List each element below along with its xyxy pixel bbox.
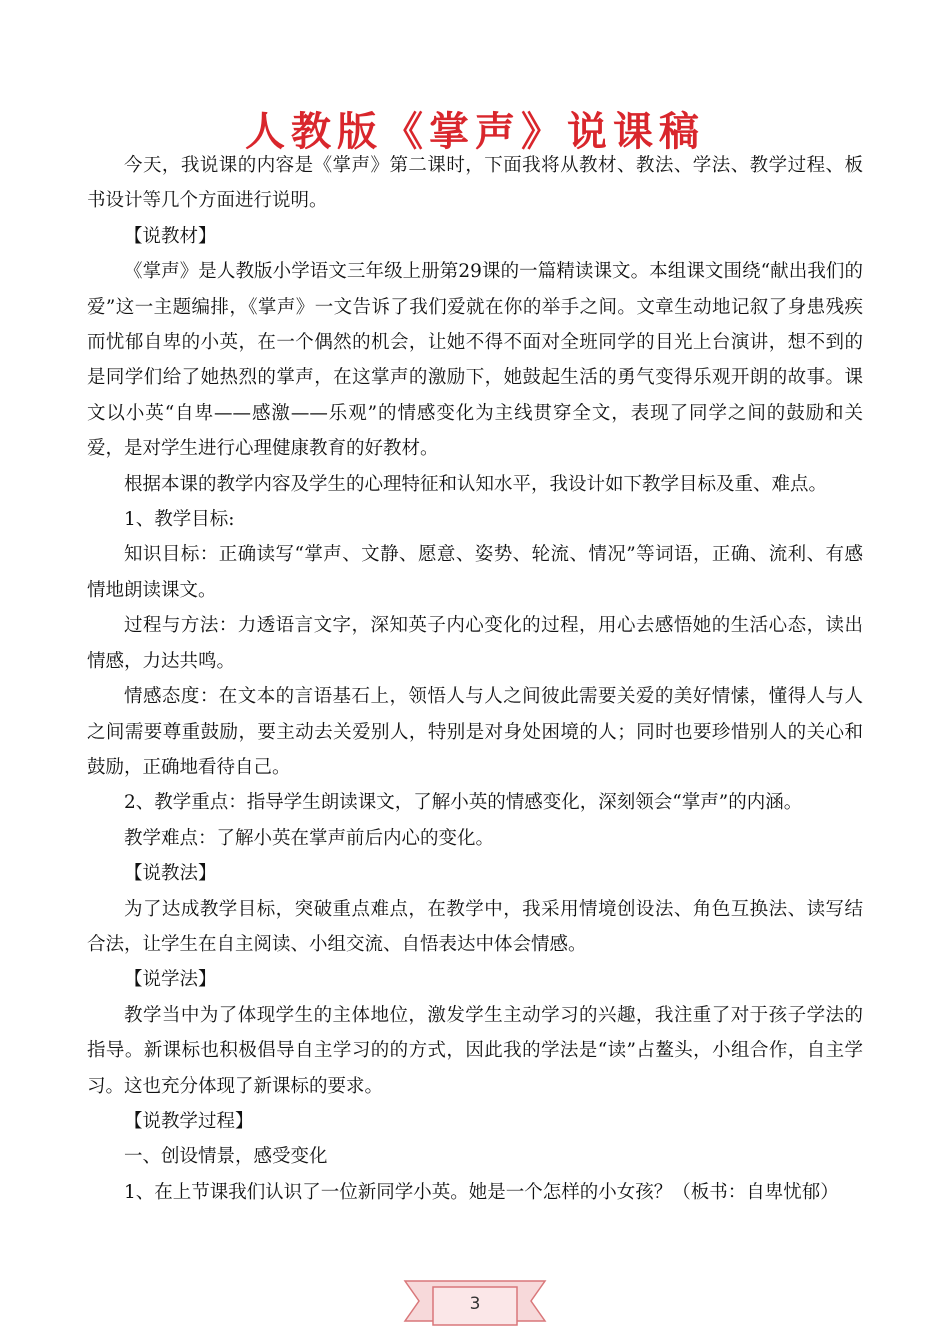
paragraph: 根据本课的教学内容及学生的心理特征和认知水平，我设计如下教学目标及重、难点。 bbox=[124, 473, 828, 495]
paragraph: 为了达成教学目标，突破重点难点，在教学中，我采用情境创设法、角色互换法、读写结合法，让学生在自主阅读、小组交流、自悟表达中体会情感。 bbox=[87, 898, 863, 955]
section-heading: 【说教法】 bbox=[124, 863, 217, 885]
paragraph: 《掌声》是人教版小学语文三年级上册第29课的一篇精读课文。本组课文围绕“献出我们的爱”这一主题编排，《掌声》一文告诉了我们爱就在你的举手之间。文章生动地记叙了身患残疾而忧郁自卑的小英，在一个偶然的机会，让她不得不面对全班同学的目光上台演讲，想不到的是同学们给了她热烈的掌声，在这掌声的激励下，她鼓起生活的勇气变得乐观开朗的故事。课文以小英“自卑——感激——乐观”的情感变化为主线贯穿全文，表现了同学之间的鼓励和关爱，是对学生进行心理健康教育的好教材。 bbox=[87, 261, 863, 460]
paragraph: 今天，我说课的内容是《掌声》第二课时，下面我将从教材、教法、学法、教学过程、板书设计等几个方面进行说明。 bbox=[87, 155, 863, 212]
section-heading: 【说学法】 bbox=[124, 969, 217, 991]
page-footer bbox=[0, 1275, 950, 1335]
document-title: 人教版《掌声》说课稿 bbox=[245, 109, 705, 155]
paragraph: 1、教学目标: bbox=[124, 509, 235, 531]
paragraph: 过程与方法：力透语言文字，深知英子内心变化的过程，用心去感悟她的生活心态，读出情感，力达共鸣。 bbox=[87, 615, 863, 672]
paragraph: 情感态度：在文本的言语基石上，领悟人与人之间彼此需要关爱的美好情愫，懂得人与人之间需要尊重鼓励，要主动去关爱别人，特别是对身处困境的人；同时也要珍惜别人的关心和鼓励，正确地看待自己。 bbox=[87, 686, 863, 778]
paragraph: 知识目标：正确读写“掌声、文静、愿意、姿势、轮流、情况”等词语，正确、流利、有感情地朗读课文。 bbox=[87, 544, 863, 601]
paragraph: 2、教学重点：指导学生朗读课文，了解小英的情感变化，深刻领会“掌声”的内涵。 bbox=[124, 792, 803, 814]
page-number: 3 bbox=[469, 1294, 481, 1314]
document-body bbox=[87, 148, 863, 1210]
paragraph: 一、创设情景，感受变化 bbox=[124, 1146, 328, 1168]
paragraph: 教学难点：了解小英在掌声前后内心的变化。 bbox=[124, 827, 495, 849]
paragraph: 1、在上节课我们认识了一位新同学小英。她是一个怎样的小女孩？（板书：自卑忧郁） bbox=[124, 1181, 839, 1203]
paragraph: 教学当中为了体现学生的主体地位，激发学生主动学习的兴趣，我注重了对于孩子学法的指导。新课标也积极倡导自主学习的的方式，因此我的学法是“读”占鳌头，小组合作，自主学习。这也充分体现了新课标的要求。 bbox=[87, 1004, 863, 1097]
section-heading: 【说教材】 bbox=[124, 225, 217, 247]
section-heading: 【说教学过程】 bbox=[124, 1110, 254, 1132]
